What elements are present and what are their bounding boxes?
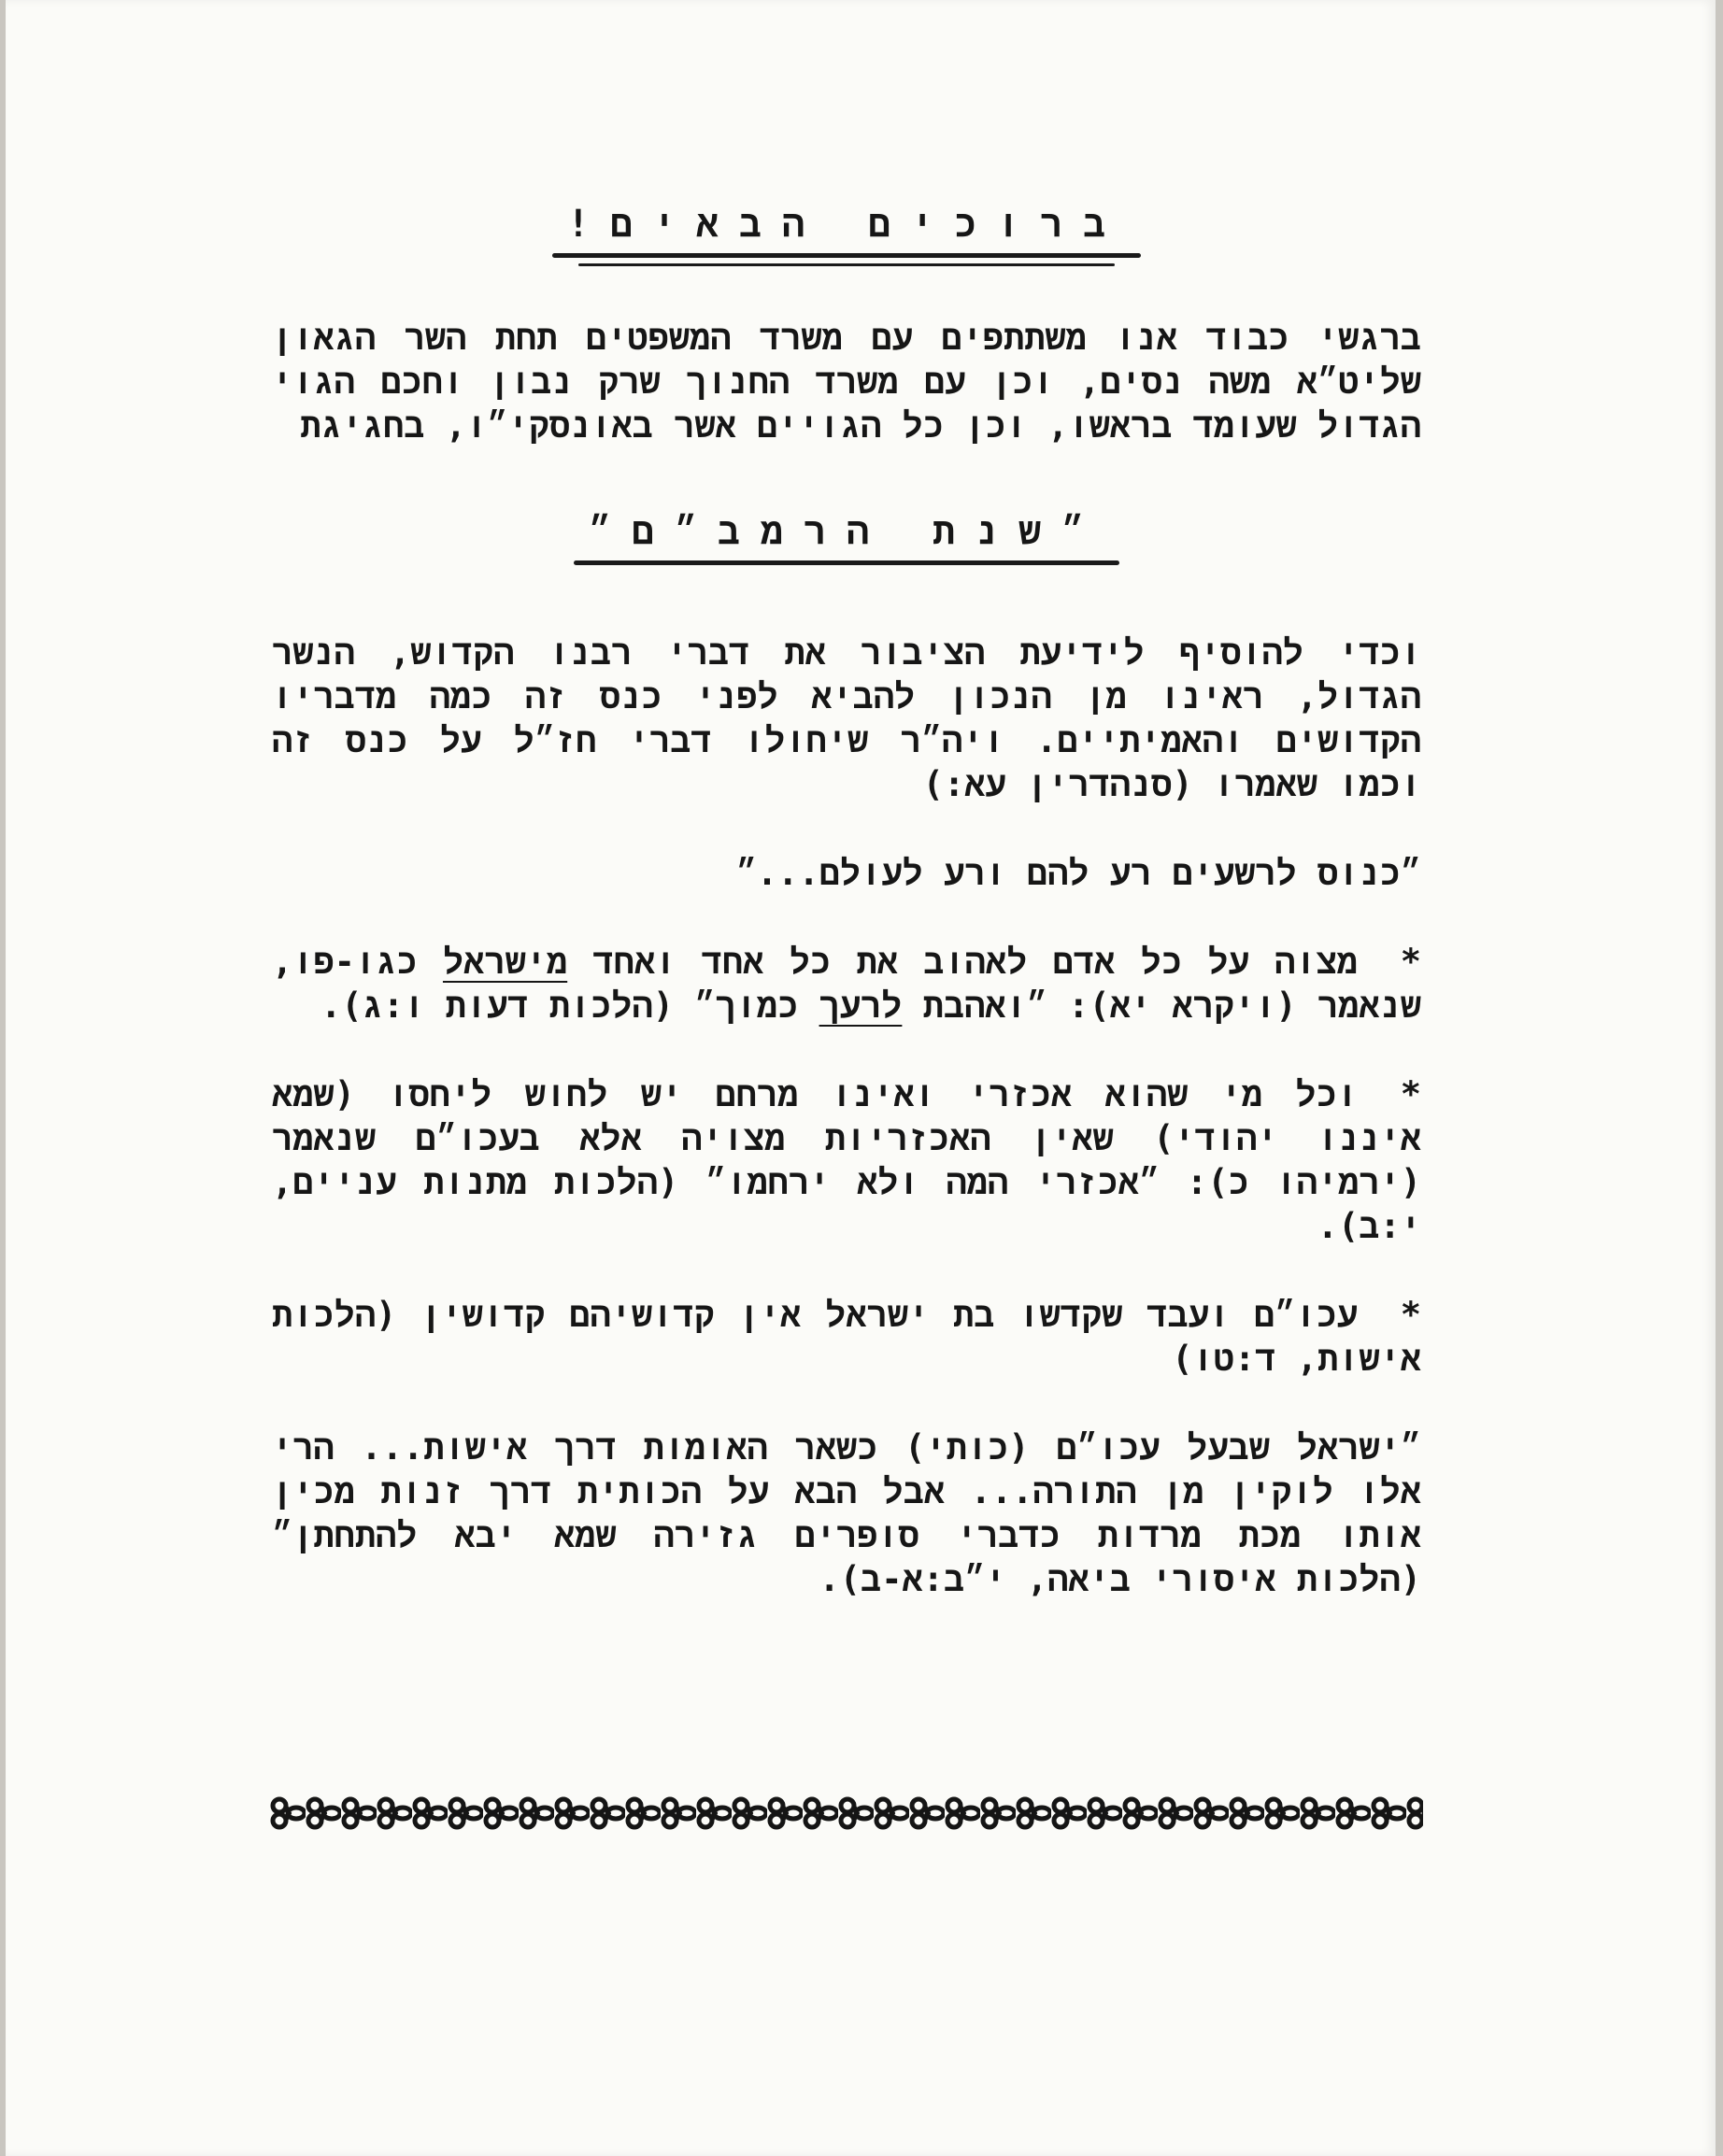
bullet-star-icon: * (1400, 942, 1421, 982)
bullet-star-icon: * (1400, 1295, 1421, 1335)
heading-welcome-wrap (272, 187, 1421, 258)
bullet-star-icon: * (1400, 1074, 1421, 1114)
item2-text: וכל מי שהוא אכזרי ואינו מרחם יש לחוש ליחסו (שמא איננו יהודי) שאין האכזריות מצויה אלא בעכו״ם שנאמר (ירמיהו כ): ״אכזרי המה ולא ירחמו״ (הלכות מתנות עניים, י:ב). (272, 1074, 1421, 1246)
quote-sanhedrin: ״כנוס לרשעים רע להם ורע לעולם...״ (735, 853, 1421, 893)
bullet-item-1 (272, 940, 1421, 1028)
heading-welcome: ברוכים הבאים! (552, 202, 1141, 258)
item1-part1: מצוה על כל אדם לאהוב את כל אחד ואחד (567, 942, 1358, 982)
heading-year-of-rambam: ״שנת הרמב״ם״ (574, 509, 1119, 565)
item1-underlined-1: מישראל (442, 942, 568, 982)
bullet-item-3 (272, 1293, 1421, 1381)
intro-paragraph-2: וכדי להוסיף לידיעת הציבור את דברי רבנו הקדוש, הנשר הגדול, ראינו מן הנכון להביא לפני כנס זה כמה מדבריו הקדושים והאמיתיים. ויה״ר שיחולו דברי חז״ל על כנס זה וכמו שאמרו (סנהדרין עא:) (272, 632, 1421, 804)
bullet-item-2 (272, 1072, 1421, 1248)
ornamental-chain-divider (270, 1789, 1423, 1837)
item1-part2: כגו-פו, שנאמר (ויקרא יא): ״ואהבת (272, 942, 1421, 1026)
item3-text: עכו״ם ועבד שקדשו בת ישראל אין קדושיהם קדושין (הלכות אישות, ד:טו) (272, 1295, 1421, 1379)
heading-year-wrap (272, 509, 1421, 565)
item1-part3: כמוך״ (הלכות דעות ו:ג). (320, 986, 819, 1026)
item1-underlined-2: לרעך (819, 986, 903, 1026)
intro-paragraph: ברגשי כבוד אנו משתתפים עם משרד המשפטים תחת השר הגאון שליט״א משה נסים, וכן עם משרד החנוך שרק נבון וחכם הגוי הגדול שעומד בראשו, וכן כל הגויים אשר באונסקי״ו, בחגיגת (272, 318, 1421, 446)
page-sheet (6, 0, 1716, 2156)
quote-issurei-biah: ״ישראל שבעל עכו״ם (כותי) כשאר האומות דרך אישות... הרי אלו לוקין מן התורה... אבל הבא על הכותית דרך זנות מכין אותו מכת מרדות כדברי סופרים גזירה שמא יבא להתחתן״ (הלכות איסורי ביאה, י״ב:א-ב). (272, 1427, 1421, 1599)
document-body (272, 187, 1421, 1601)
